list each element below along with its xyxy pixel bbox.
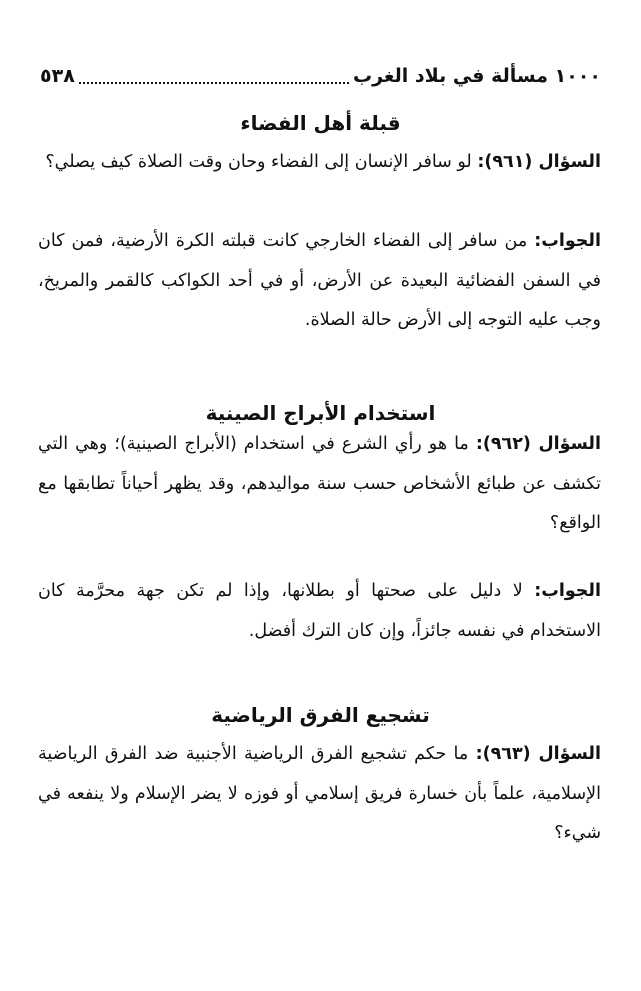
page-number: ٥٣٨ bbox=[40, 65, 75, 87]
question-text: لو سافر الإنسان إلى الفضاء وحان وقت الصلاة كيف يصلي؟ bbox=[45, 152, 472, 172]
question-label: السؤال (٩٦١): bbox=[477, 152, 601, 172]
answer-961 bbox=[38, 222, 601, 341]
running-title: ١٠٠٠ مسألة في بلاد الغرب bbox=[353, 65, 601, 87]
section-title-chinese-zodiac: استخدام الأبراج الصينية bbox=[205, 401, 436, 425]
answer-962 bbox=[38, 572, 601, 651]
question-961 bbox=[38, 143, 601, 183]
question-text: ما حكم تشجيع الفرق الرياضية الأجنبية ضد الفرق الرياضية الإسلامية، علماً بأن خسارة فريق إسلامي أو فوزه لا يضر الإسلام ولا ينفعه في شيء؟ bbox=[38, 744, 601, 843]
answer-text: من سافر إلى الفضاء الخارجي كانت قبلته الكرة الأرضية، فمن كان في السفن الفضائية البعيدة عن الأرض، أو في أحد الكواكب كالقمر والمريخ، وجب عليه التوجه إلى الأرض حالة الصلاة. bbox=[38, 231, 601, 330]
answer-label: الجواب: bbox=[534, 231, 601, 251]
page-header bbox=[40, 60, 601, 92]
question-962 bbox=[38, 425, 601, 544]
question-label: السؤال (٩٦٢): bbox=[475, 434, 602, 454]
section-title-sports-teams: تشجيع الفرق الرياضية bbox=[211, 703, 430, 727]
question-963 bbox=[38, 735, 601, 854]
answer-text: لا دليل على صحتها أو بطلانها، وإذا لم تكن جهة محرَّمة كان الاستخدام في نفسه جائزاً، وإن كان الترك أفضل. bbox=[38, 581, 601, 641]
answer-label: الجواب: bbox=[534, 581, 601, 601]
question-text: ما هو رأي الشرع في استخدام (الأبراج الصينية)؛ وهي التي تكشف عن طبائع الأشخاص حسب سنة مواليدهم، وقد يظهر أحياناً تطابقها مع الواقع؟ bbox=[38, 434, 601, 533]
question-label: السؤال (٩٦٣): bbox=[475, 744, 601, 764]
header-dot-leader bbox=[79, 68, 349, 84]
section-title-space-qibla: قبلة أهل الفضاء bbox=[240, 111, 401, 135]
